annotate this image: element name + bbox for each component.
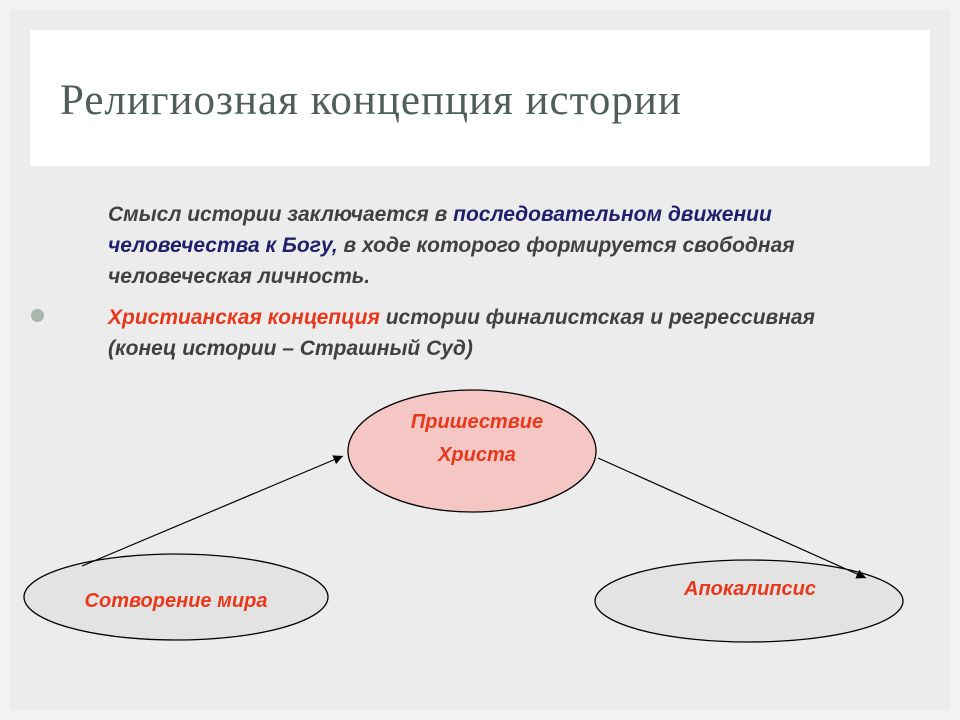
arrow-creation-to-christ bbox=[82, 456, 343, 566]
p1-text-a: Смысл истории заключается в bbox=[108, 203, 454, 226]
slide-title: Религиозная концепция истории bbox=[60, 77, 682, 124]
label-creation: Сотворение мира bbox=[84, 590, 268, 612]
label-christ-coming bbox=[357, 406, 597, 472]
label-apocalypse: Апокалипсис bbox=[684, 578, 816, 600]
p2-text-b: истории финалистская и регрессивная (конец истории – Страшный Суд) bbox=[108, 306, 815, 360]
p2-text-emphasis: Христианская концепция bbox=[108, 306, 380, 329]
label-christ-line1: Пришествие bbox=[410, 411, 544, 433]
label-christ-line2: Христа bbox=[438, 444, 516, 466]
p1-text-emphasis: последовательном движении человечества к Богу, bbox=[108, 203, 772, 257]
p1-text-c: в ходе которого формируется свободная человеческая личность. bbox=[108, 234, 795, 288]
